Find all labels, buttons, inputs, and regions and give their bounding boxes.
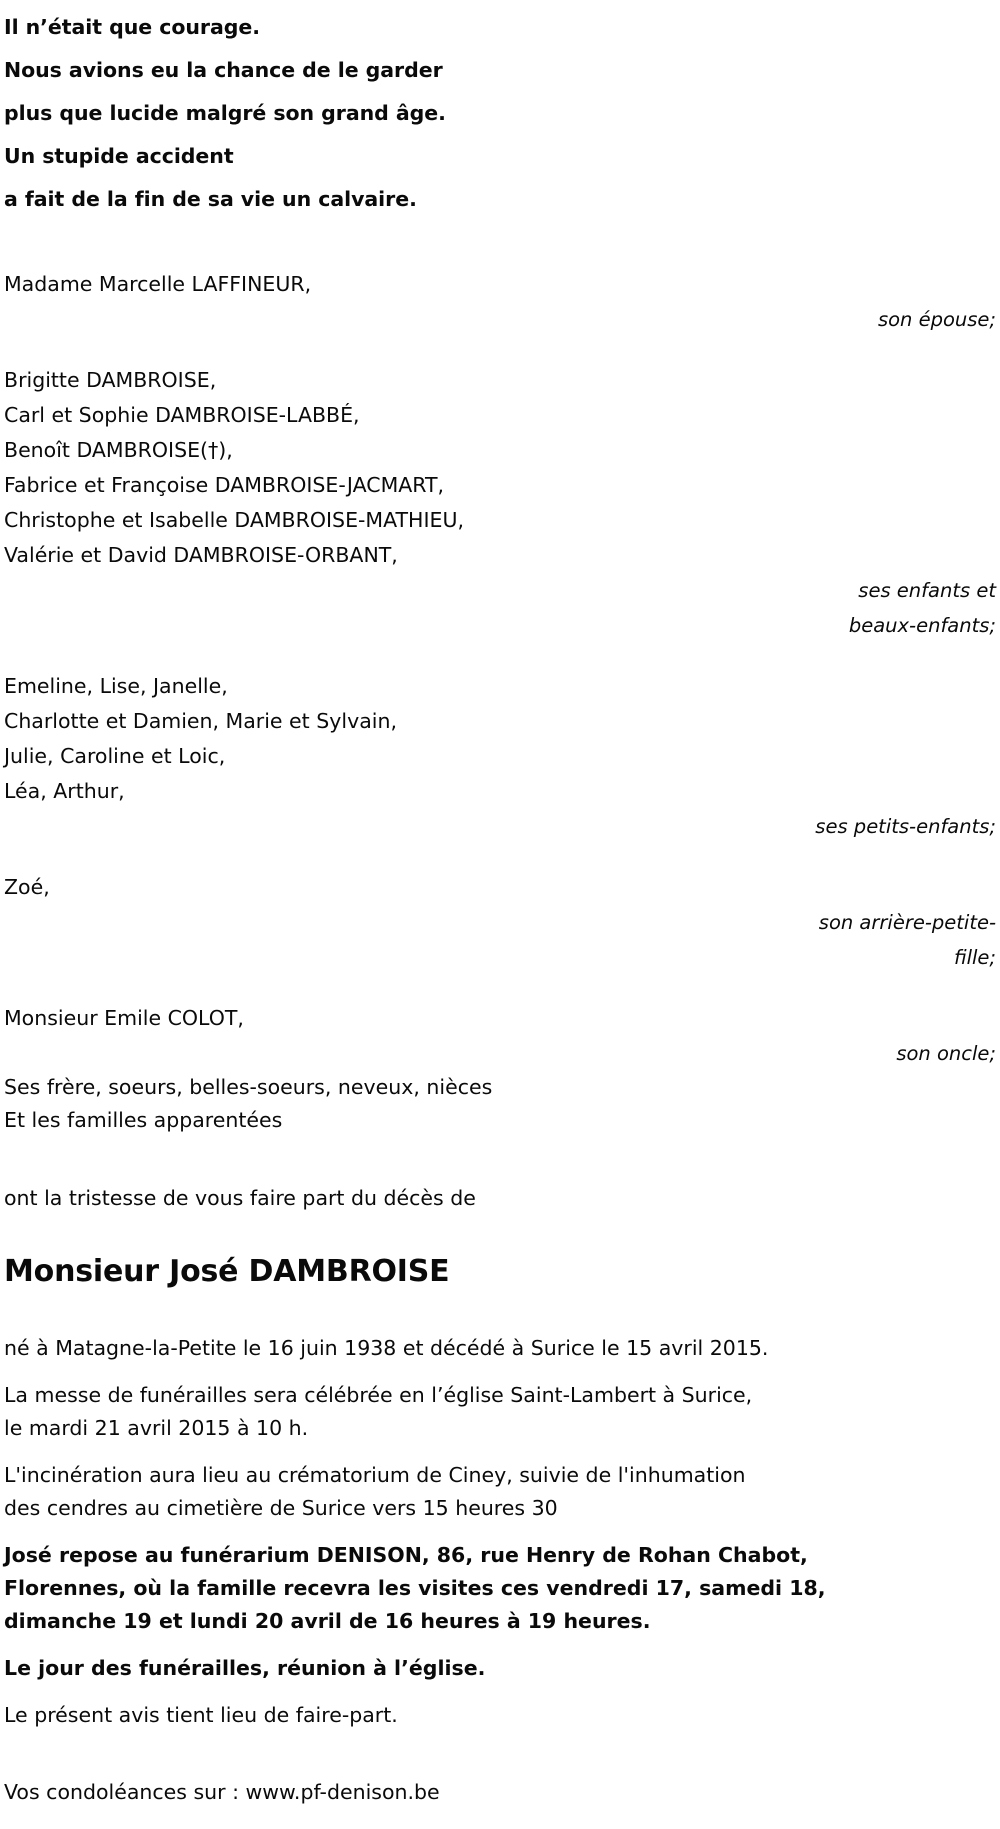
intro-line: Un stupide accident [4,144,234,168]
relative-name: Léa, Arthur, [4,779,125,803]
detail-line: des cendres au cimetière de Surice vers 15 heures 30 [4,1496,558,1520]
relative-name: Charlotte et Damien, Marie et Sylvain, [4,709,397,733]
relative-role-line: son oncle; [896,1042,996,1065]
relative-name: Madame Marcelle LAFFINEUR, [4,272,312,296]
detail-paragraph [4,1379,996,1445]
detail-line: José repose au funérarium DENISON, 86, rue Henry de Rohan Chabot, [4,1543,808,1567]
families-section [4,1071,996,1137]
detail-paragraph [4,1332,996,1365]
detail-line: Le présent avis tient lieu de faire-part. [4,1703,398,1727]
relative-name: Julie, Caroline et Loic, [4,744,226,768]
relative-name: Benoît DAMBROISE(†), [4,438,233,462]
relative-name: Monsieur Emile COLOT, [4,1006,244,1030]
relative-role-line: ses enfants et [858,579,996,602]
detail-line: Florennes, où la famille recevra les visites ces vendredi 17, samedi 18, [4,1576,826,1600]
relative-name: Emeline, Lise, Janelle, [4,674,228,698]
detail-line: né à Matagne-la-Petite le 16 juin 1938 et décédé à Surice le 15 avril 2015. [4,1336,769,1360]
relative-role [4,809,996,844]
announcement-line: ont la tristesse de vous faire part du décès de [4,1186,476,1210]
relative-name: Carl et Sophie DAMBROISE-LABBÉ, [4,403,360,427]
relative-role [4,905,996,975]
details-section [4,1332,996,1732]
relatives-section [4,267,996,1071]
relative-group [4,1001,996,1071]
condolences-line: Vos condoléances sur : www.pf-denison.be [4,1780,440,1804]
detail-line: L'incinération aura lieu au crématorium de Ciney, suivie de l'inhumation [4,1463,746,1487]
detail-line: dimanche 19 et lundi 20 avril de 16 heures à 19 heures. [4,1609,651,1633]
relative-group [4,267,996,337]
relative-group [4,669,996,844]
relative-role [4,302,996,337]
deceased-name: Monsieur José DAMBROISE [4,1254,450,1289]
relative-name: Valérie et David DAMBROISE-ORBANT, [4,543,398,567]
intro-line: Nous avions eu la chance de le garder [4,58,443,82]
relative-role-line: son arrière-petite- [818,911,996,934]
intro-poem [4,0,996,221]
detail-line: le mardi 21 avril 2015 à 10 h. [4,1416,309,1440]
detail-paragraph [4,1652,996,1685]
intro-line: Il n’était que courage. [4,15,260,39]
relative-name: Christophe et Isabelle DAMBROISE-MATHIEU, [4,508,464,532]
relative-role-line: son épouse; [877,308,996,331]
relative-role [4,1036,996,1071]
family-line: Ses frère, soeurs, belles-soeurs, neveux, nièces [4,1075,493,1099]
intro-line: plus que lucide malgré son grand âge. [4,101,446,125]
relative-group [4,363,996,643]
family-line: Et les familles apparentées [4,1108,283,1132]
detail-paragraph [4,1539,996,1638]
relative-role-line: ses petits-enfants; [815,815,996,838]
detail-line: La messe de funérailles sera célébrée en l’église Saint-Lambert à Surice, [4,1383,753,1407]
relative-role-line: fille; [954,946,996,969]
detail-paragraph [4,1459,996,1525]
relative-name: Fabrice et Françoise DAMBROISE-JACMART, [4,473,445,497]
relative-group [4,870,996,975]
relative-role-line: beaux-enfants; [848,614,996,637]
relative-role [4,573,996,643]
detail-paragraph [4,1699,996,1732]
relative-name: Zoé, [4,875,50,899]
intro-line: a fait de la fin de sa vie un calvaire. [4,187,417,211]
relative-name: Brigitte DAMBROISE, [4,368,217,392]
detail-line: Le jour des funérailles, réunion à l’église. [4,1656,486,1680]
